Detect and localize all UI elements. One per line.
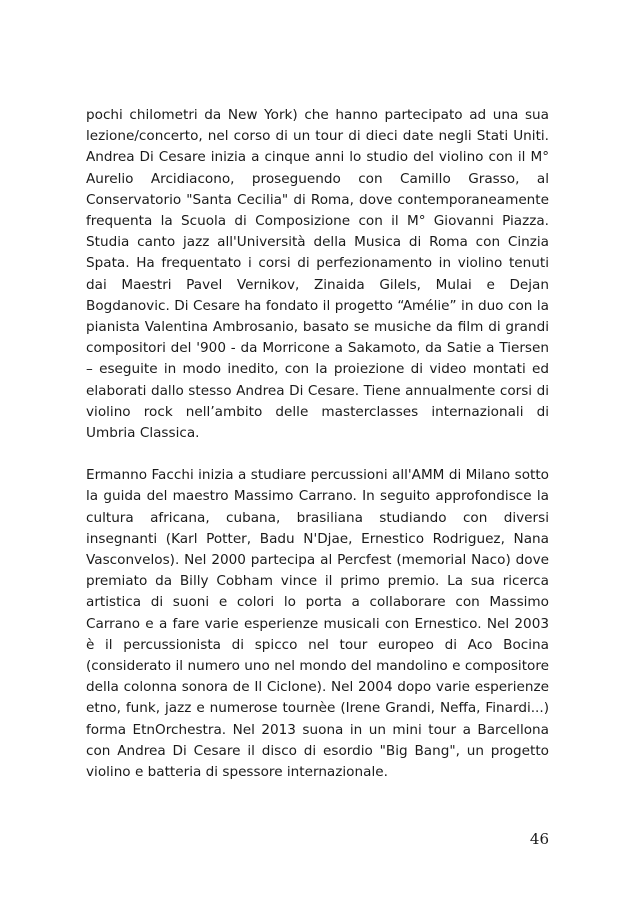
- page-number: 46: [529, 830, 549, 848]
- body-text: [86, 105, 549, 783]
- paragraph-andrea-di-cesare: pochi chilometri da New York) che hanno partecipato ad una sua lezione/concerto, nel corso di un tour di dieci date negli Stati Uniti. Andrea Di Cesare inizia a cinque anni lo studio del violino con il M° Aurelio Arcidiacono, proseguendo con Camillo Grasso, al Conservatorio "Santa Cecilia" di Roma, dove contemporaneamente frequenta la Scuola di Composizione con il M° Giovanni Piazza. Studia canto jazz all'Università della Musica di Roma con Cinzia Spata. Ha frequentato i corsi di perfezionamento in violino tenuti dai Maestri Pavel Vernikov, Zinaida Gilels, Mulai e Dejan Bogdanovic. Di Cesare ha fondato il progetto “Amélie” in duo con la pianista Valentina Ambrosanio, basato se musiche da film di grandi compositori del '900 - da Morricone a Sakamoto, da Satie a Tiersen – eseguite in modo inedito, con la proiezione di video montati ed elaborati dallo stesso Andrea Di Cesare. Tiene annualmente corsi di violino rock nell’ambito delle masterclasses internazionali di Umbria Classica.: [86, 107, 549, 442]
- paragraph-ermanno-facchi: Ermanno Facchi inizia a studiare percussioni all'AMM di Milano sotto la guida del maestro Massimo Carrano. In seguito approfondisce la cultura africana, cubana, brasiliana studiando con diversi insegnanti (Karl Potter, Badu N'Djae, Ernestico Rodriguez, Nana Vasconvelos). Nel 2000 partecipa al Percfest (memorial Naco) dove premiato da Billy Cobham vince il primo premio. La sua ricerca artistica di suoni e colori lo porta a collaborare con Massimo Carrano e a fare varie esperienze musicali con Ernestico. Nel 2003 è il percussionista di spicco nel tour europeo di Aco Bocina (considerato il numero uno nel mondo del mandolino e compositore della colonna sonora de Il Ciclone). Nel 2004 dopo varie esperienze etno, funk, jazz e numerose tournèe (Irene Grandi, Neffa, Finardi...) forma EtnOrchestra. Nel 2013 suona in un mini tour a Barcellona con Andrea Di Cesare il disco di esordio "Big Bang", un progetto violino e batteria di spessore internazionale.: [86, 467, 549, 781]
